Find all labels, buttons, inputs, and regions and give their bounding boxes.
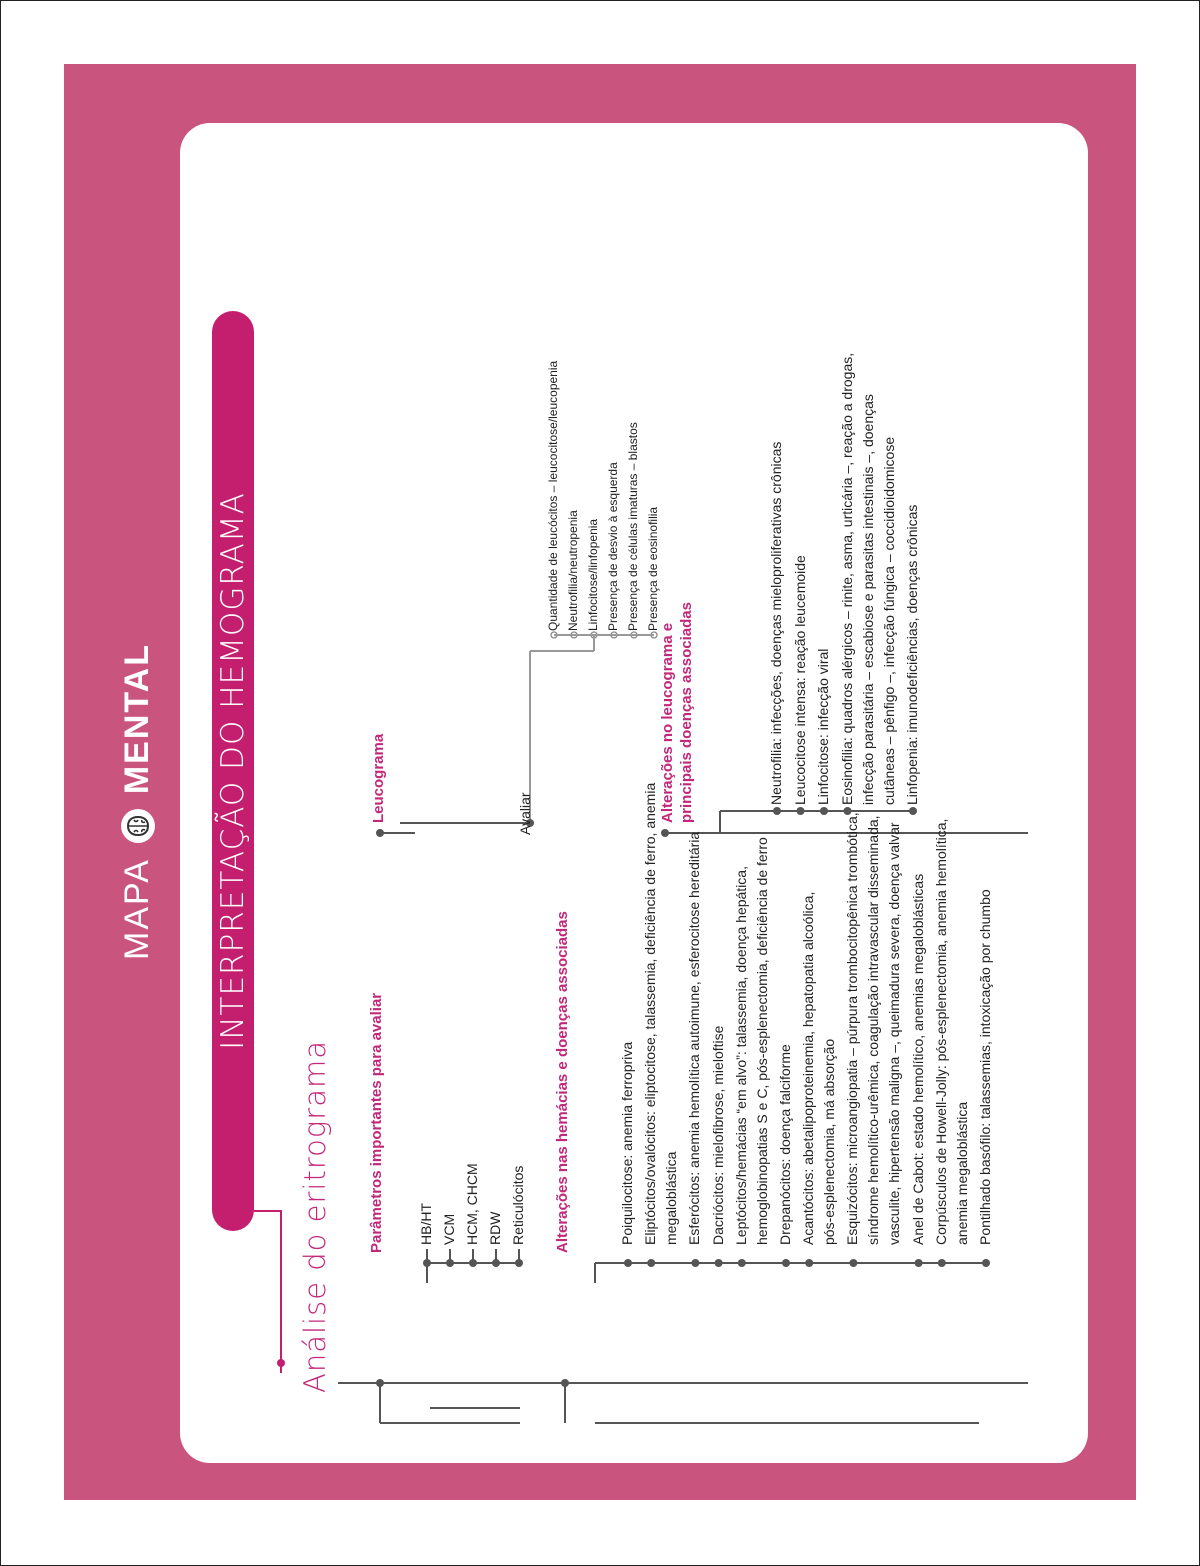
avaliar-item: Presença de desvio à esquerda bbox=[606, 462, 620, 631]
alteracao-leucograma-item bbox=[813, 649, 834, 805]
alteracao-leucograma-item bbox=[790, 555, 811, 805]
alteracao-hemacia-item bbox=[640, 783, 682, 1245]
alteracao-leucograma-line: infecção parasitária – escabiose e parasitas intestinais –, doenças bbox=[859, 394, 876, 805]
alteracao-hemacia-line: Anel de Cabot: estado hemolítico, anemias megaloblásticas bbox=[909, 873, 926, 1245]
parametro-item: HB/HT bbox=[418, 1203, 434, 1245]
alteracao-hemacia-item bbox=[931, 819, 973, 1245]
alteracao-hemacia-line: anemia megaloblástica bbox=[953, 1101, 970, 1245]
avaliar-item: Presença de eosinofilia bbox=[646, 506, 660, 631]
alteracao-leucograma-item bbox=[766, 442, 787, 805]
mapa-label: MAPA bbox=[118, 858, 156, 960]
alteracao-hemacia-item bbox=[708, 1026, 729, 1245]
alteracao-hemacia-line: Dacriócitos: mielofibrose, mieloftise bbox=[709, 1025, 726, 1245]
alteracao-leucograma-item bbox=[902, 505, 923, 805]
alteracao-hemacia-line: Drepanócitos: doença falciforme bbox=[777, 1044, 793, 1245]
mind-map-card bbox=[180, 123, 1088, 1463]
parametro-item: RDW bbox=[487, 1211, 503, 1245]
alteracao-leucograma-line: cutâneas – pênfigo –, infecção fúngica – coccidioidomicose bbox=[880, 436, 897, 805]
alteracao-hemacia-item bbox=[731, 837, 773, 1245]
alteracao-leucograma-item bbox=[837, 353, 900, 805]
avaliar-item: Linfocitose/linfopenia bbox=[586, 518, 600, 631]
alteracao-hemacia-line: Leptócitos/hemácias “em alvo”: talassemia, doença hepática, bbox=[732, 866, 749, 1245]
connector-dot bbox=[277, 1359, 285, 1367]
alteracoes-leucograma-title bbox=[658, 602, 696, 823]
alteracao-hemacia-line: Acantócitos: abetalipoproteinemia, hepatopatia alcoólica, bbox=[800, 891, 817, 1245]
connector-dot bbox=[909, 807, 917, 815]
alteracao-hemacia-line: Esquizócitos: microangiopatia – púrpura trombocitopênica trombótica, bbox=[844, 812, 861, 1245]
parametros-title: Parâmetros importantes para avaliar bbox=[368, 992, 385, 1253]
alteracao-leucograma-line: Leucocitose intensa: reação leucemoide bbox=[791, 555, 808, 805]
alteracao-hemacia-item bbox=[684, 832, 705, 1245]
avaliar-label: Avaliar bbox=[517, 792, 533, 835]
brain-icon bbox=[120, 808, 156, 844]
connector-dot bbox=[797, 807, 805, 815]
alteracao-leucograma-line: Neutrofilia: infecções, doenças mieloproliferativas crônicas bbox=[768, 441, 784, 805]
alteracoes-leucograma-title-line2: principais doenças associadas bbox=[678, 602, 695, 823]
mind-map-header bbox=[118, 643, 157, 960]
avaliar-item: Neutrofilia/neutropenia bbox=[566, 510, 580, 631]
alteracao-hemacia-line: Poiquilocitose: anemia ferropriva bbox=[619, 1041, 635, 1245]
leucograma-title: Leucograma bbox=[370, 733, 387, 823]
alteracao-hemacia-line: Pontilhado basófilo: talassemias, intoxicação por chumbo bbox=[977, 889, 993, 1245]
alteracao-hemacia-line: megaloblástica bbox=[663, 1151, 680, 1245]
parametro-item: HCM, CHCM bbox=[464, 1163, 480, 1245]
alteracao-hemacia-line: síndrome hemolítico-urêmica, coagulação intravascular disseminada, bbox=[865, 815, 882, 1245]
avaliar-item: Quantidade de leucócitos – leucocitose/leucopenia bbox=[546, 360, 560, 631]
alteracao-hemacia-item bbox=[798, 892, 840, 1245]
connector-dot bbox=[376, 1379, 384, 1387]
mind-map-title-banner: INTERPRETAÇÃO DO HEMOGRAMA bbox=[212, 311, 254, 1231]
connector-dot bbox=[773, 807, 781, 815]
alteracao-hemacia-line: hemoglobinopatias S e C, pós-esplenectomia, deficiência de ferro bbox=[753, 837, 770, 1245]
alteracao-hemacia-line: pós-esplenectomia, má absorção bbox=[821, 1038, 838, 1245]
alteracao-hemacia-line: vasculite, hipertensão maligna –, queimadura severa, doença valvar bbox=[886, 822, 903, 1245]
alteracao-hemacia-line: Eliptócitos/ovalócitos: eliptocitose, talassemia, deficiência de ferro, anemia bbox=[642, 782, 659, 1245]
alteracao-hemacia-item bbox=[775, 1044, 796, 1245]
mind-map-canvas bbox=[180, 123, 1088, 1463]
parametro-item: Reticulócitos bbox=[510, 1165, 526, 1245]
alteracao-hemacia-item bbox=[908, 874, 929, 1245]
alteracao-hemacia-item bbox=[617, 1042, 638, 1245]
mental-label: MENTAL bbox=[118, 643, 156, 795]
alteracao-hemacia-item bbox=[842, 812, 905, 1245]
alteracoes-hemacias-title: Alterações nas hemácias e doenças associadas bbox=[554, 911, 571, 1253]
alteracao-hemacia-line: Corpúsculos de Howell-Jolly: pós-esplenectomia, anemia hemolítica, bbox=[932, 818, 949, 1245]
alteracao-leucograma-line: Eosinofilia: quadros alérgicos – rinite, asma, urticária –, reação a drogas, bbox=[838, 352, 855, 805]
eritrograma-title: Análise do eritrograma bbox=[298, 1040, 332, 1393]
alteracao-hemacia-item bbox=[975, 889, 996, 1245]
parametro-item: VCM bbox=[441, 1213, 457, 1245]
alteracao-leucograma-line: Linfocitose: infecção viral bbox=[815, 648, 831, 805]
alteracao-hemacia-line: Esferócitos: anemia hemolítica autoimune, esferocitose hereditária bbox=[686, 831, 703, 1245]
connector-dot bbox=[820, 807, 828, 815]
avaliar-item: Presença de células imaturas – blastos bbox=[626, 422, 640, 631]
connector-dot bbox=[561, 1379, 569, 1387]
alteracoes-leucograma-title-line1: Alterações no leucograma e bbox=[659, 622, 676, 823]
alteracao-leucograma-line: Linfopenia: imunodeficiências, doenças crônicas bbox=[904, 504, 920, 805]
connector-dot bbox=[376, 829, 384, 837]
